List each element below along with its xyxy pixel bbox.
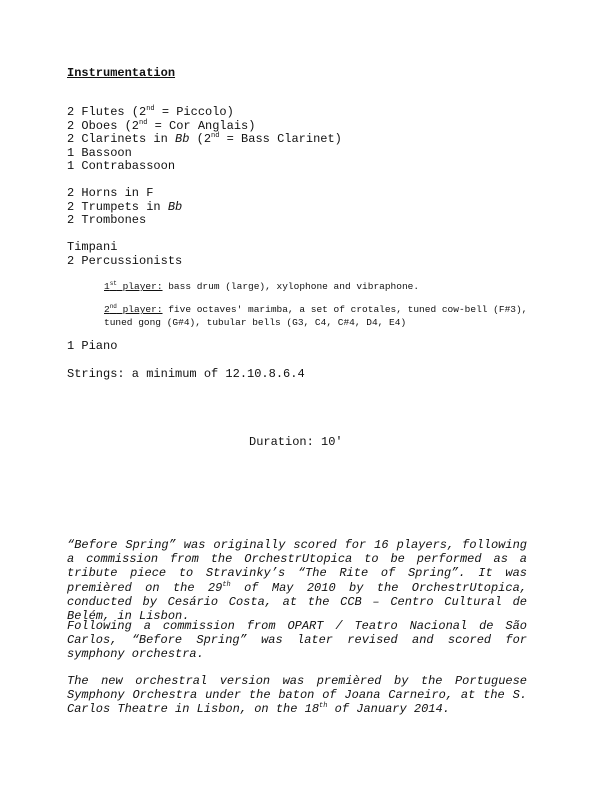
note-3-text-a: The new orchestral version was premièred by the Portuguese Symphony Orchestra under the baton of Joana Carneiro, at the S. Carlos Theatre in Lisbon, on the 18 xyxy=(67,674,527,717)
player-1-number: 1 xyxy=(104,281,110,292)
percussion-timpani: Timpani xyxy=(67,240,118,254)
ordinal-suffix: nd xyxy=(146,105,155,113)
player-2-description xyxy=(104,303,530,329)
player-1-label-text: player: xyxy=(116,281,163,292)
program-note-paragraph-3 xyxy=(67,674,527,717)
clarinets-note: = Bass Clarinet) xyxy=(219,132,342,146)
percussion-percussionists: 2 Percussionists xyxy=(67,254,183,268)
note-3-text-b: of January 2014. xyxy=(327,702,450,717)
player-2-label-text: player: xyxy=(116,304,163,315)
ordinal-suffix: th xyxy=(319,702,328,711)
player-1-description xyxy=(104,280,530,293)
ordinal-suffix: th xyxy=(222,580,231,589)
ordinal-suffix: nd xyxy=(109,303,117,310)
ordinal-suffix: nd xyxy=(211,132,220,140)
player-1-label xyxy=(104,281,163,292)
player-2-instruments: five octaves' marimba, a set of crotales, tuned cow-bell (F#3), tuned gong (G#4), tubular bells (G3, C4, C#4, D4, E4) xyxy=(104,304,528,328)
player-1-instruments: bass drum (large), xylophone and vibraphone. xyxy=(162,281,420,292)
program-note-paragraph-2: Following a commission from OPART / Teatro Nacional de São Carlos, “Before Spring” was later revised and scored for symphony orchestra. xyxy=(67,619,527,662)
strings-line: Strings: a minimum of 12.10.8.6.4 xyxy=(67,367,305,381)
woodwind-contrabassoon: 1 Contrabassoon xyxy=(67,159,176,173)
woodwind-flutes xyxy=(67,106,234,119)
oboes-text: 2 Oboes (2 xyxy=(67,119,140,133)
program-note-paragraph-1 xyxy=(67,538,527,623)
oboes-note: = Cor Anglais) xyxy=(147,119,256,133)
ordinal-suffix: st xyxy=(109,280,117,287)
player-2-label xyxy=(104,304,163,315)
flutes-text: 2 Flutes (2 xyxy=(67,105,147,119)
woodwind-clarinets xyxy=(67,133,342,146)
trumpets-text: 2 Trumpets in xyxy=(67,200,168,214)
flutes-note: = Piccolo) xyxy=(154,105,234,119)
trumpets-key: Bb xyxy=(167,200,183,214)
brass-horns: 2 Horns in F xyxy=(67,186,154,200)
duration-label: Duration: 10' xyxy=(249,435,343,449)
note-1-text-a: “Before Spring” was originally scored for 16 players, following a commission from the OrchestrUtopica to be performed as a tribute piece to Stravinky’s “The Rite of Spring”. It was premièred on the 29 xyxy=(67,538,527,595)
piano-line: 1 Piano xyxy=(67,339,118,353)
instrumentation-heading: Instrumentation xyxy=(67,66,176,80)
note-1-text-b: of May 2010 by the OrchestrUtopica, conducted by Cesário Costa, at the CCB – Centro Cultural de Belém, in Lisbon. xyxy=(67,580,527,624)
brass-trombones: 2 Trombones xyxy=(67,213,147,227)
ordinal-suffix: nd xyxy=(139,119,148,127)
woodwind-bassoon: 1 Bassoon xyxy=(67,146,132,160)
clarinets-text-2: (2 xyxy=(189,132,212,146)
clarinets-key: Bb xyxy=(175,132,190,146)
player-2-number: 2 xyxy=(104,304,110,315)
clarinets-text: 2 Clarinets in xyxy=(67,132,176,146)
